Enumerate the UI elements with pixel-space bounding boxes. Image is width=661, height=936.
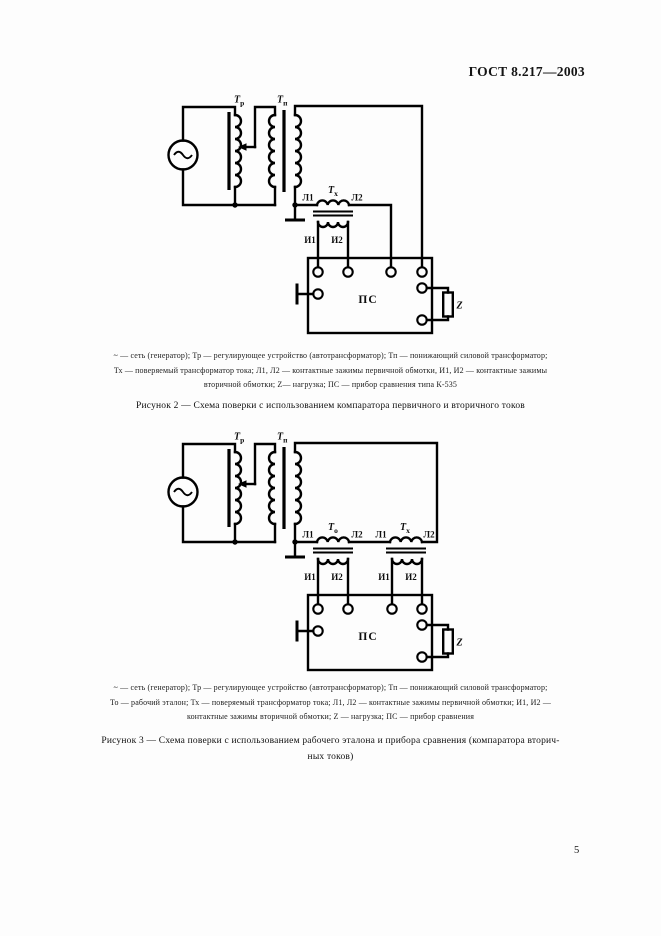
figure3-legend xyxy=(40,681,621,725)
fig2-label-i1: И1 xyxy=(304,235,316,245)
fig3-label-to-l2: Л2 xyxy=(351,529,363,540)
fig3-label-to-i1: И1 xyxy=(304,572,316,582)
figure2-caption: Рисунок 2 — Схема поверки с использованием компаратора первичного и вторичного токов xyxy=(136,401,525,411)
fig3-label-tx-i1: И1 xyxy=(378,572,390,582)
fig2-label-tn: $T_п$ xyxy=(277,94,288,108)
figure3-caption-line1: Рисунок 3 — Схема поверки с использованием рабочего эталона и прибора сравнения (компаратора вторич- xyxy=(101,736,560,746)
fig3-label-tx-l2: Л2 xyxy=(423,529,435,540)
fig3-autotransformer-tp xyxy=(229,449,255,527)
fig2-wiring xyxy=(183,106,422,267)
fig2-z-label: Z xyxy=(456,300,463,312)
fig2-label-tx: $T_х$ xyxy=(328,185,338,198)
figure2-circuit-diagram xyxy=(150,88,480,350)
sine-wave-icon xyxy=(174,152,192,159)
figure2-legend-line2: Тх — поверяемый трансформатор тока; Л1, Л2 — контактные зажимы первичной обмотки, И1, И2 — контактные зажимы xyxy=(113,365,548,375)
figure2-legend xyxy=(40,349,621,393)
fig3-label-tx-i2: И2 xyxy=(405,572,417,582)
fig2-autotransformer-tp xyxy=(229,112,255,190)
fig2-stepdown-transformer-tn xyxy=(269,110,301,192)
fig3-label-to-i2: И2 xyxy=(331,572,343,582)
sine-wave-icon xyxy=(174,489,192,496)
fig2-label-i2: И2 xyxy=(331,235,343,245)
figure3-circuit-diagram xyxy=(150,425,480,687)
fig3-ps-label: ПС xyxy=(358,631,378,643)
document-header-gost-number: ГОСТ 8.217—2003 xyxy=(468,64,585,79)
fig3-stepdown-transformer-tn xyxy=(269,447,301,529)
figure3-legend-line1: ~ — сеть (генератор); Тр — регулирующее устройство (автотрансформатор); Тп — понижающий силовой трансформатор; xyxy=(113,683,548,692)
fig3-comparator-ps xyxy=(308,595,432,670)
fig2-ground-symbol xyxy=(285,205,305,220)
fig3-label-tx: $T_х$ xyxy=(400,522,410,535)
fig3-label-tx-l1: Л1 xyxy=(375,529,387,540)
fig3-ps-ground-clamp xyxy=(297,621,313,642)
fig2-label-l2: Л2 xyxy=(351,192,363,203)
fig3-ground-symbol xyxy=(285,542,305,557)
fig3-label-tp: $T_р$ xyxy=(234,431,245,445)
fig2-ps-label: ПС xyxy=(358,294,378,306)
page-number: 5 xyxy=(574,845,580,856)
figure3-legend-line3: контактные зажимы вторичной обмотки; Z — нагрузка; ПС — прибор сравнения xyxy=(186,712,475,722)
figure3-legend-line2: То — рабочий эталон; Тх — поверяемый трансформатор тока; Л1, Л2 — контактные зажимы первичной обмотки; И1, И2 — xyxy=(110,697,551,707)
figure2-legend-line1: ~ — сеть (генератор); Тр — регулирующее устройство (автотрансформатор); Тп — понижающий силовой трансформатор; xyxy=(113,351,548,360)
fig3-ac-source xyxy=(169,478,198,507)
fig3-label-tn: $T_п$ xyxy=(277,431,288,445)
fig3-z-label: Z xyxy=(456,637,463,649)
fig3-label-to-l1: Л1 xyxy=(302,529,314,540)
figure2-legend-line3: вторичной обмотки; Z— нагрузка; ПС — прибор сравнения типа К-535 xyxy=(203,380,458,390)
fig2-comparator-ps xyxy=(308,258,432,333)
fig2-label-l1: Л1 xyxy=(302,192,314,203)
figure3-caption xyxy=(0,734,661,765)
figure3-caption-line2: ных токов) xyxy=(307,751,354,762)
fig3-text-labels xyxy=(234,432,435,583)
fig2-ac-source xyxy=(169,141,198,170)
fig2-label-tp: $T_р$ xyxy=(234,94,245,108)
fig3-label-to: $T_о$ xyxy=(328,522,338,535)
fig2-ps-ground-clamp xyxy=(297,284,313,305)
